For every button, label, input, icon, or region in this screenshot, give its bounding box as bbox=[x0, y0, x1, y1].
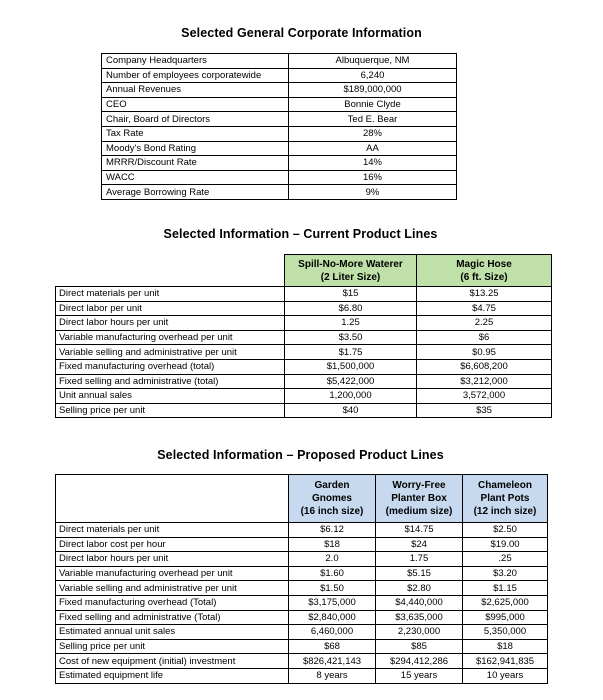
row-label: Selling price per unit bbox=[56, 639, 289, 654]
value-magic-hose: $13.25 bbox=[417, 287, 552, 302]
row-label: Tax Rate bbox=[102, 126, 289, 141]
row-value: Ted E. Bear bbox=[289, 112, 457, 127]
value-chameleon: $3.20 bbox=[463, 566, 548, 581]
current-products-title: Selected Information – Current Product Lines bbox=[163, 227, 438, 241]
row-label: Fixed manufacturing overhead (Total) bbox=[56, 595, 289, 610]
value-worry-free: $5.15 bbox=[376, 566, 463, 581]
table-row bbox=[56, 523, 548, 538]
value-worry-free: $85 bbox=[376, 639, 463, 654]
current-header-line1: Spill-No-More Waterer bbox=[298, 258, 403, 270]
value-spill-no-more: $5,422,000 bbox=[285, 374, 417, 389]
value-chameleon: 10 years bbox=[463, 668, 548, 683]
value-worry-free: 2,230,000 bbox=[376, 625, 463, 640]
row-label: Fixed manufacturing overhead (total) bbox=[56, 359, 285, 374]
value-magic-hose: $3,212,000 bbox=[417, 374, 552, 389]
table-row bbox=[102, 68, 457, 83]
row-label: Variable manufacturing overhead per unit bbox=[56, 566, 289, 581]
value-garden-gnomes: $6.12 bbox=[289, 523, 376, 538]
row-label: Variable selling and administrative per unit bbox=[56, 345, 285, 360]
table-row bbox=[56, 595, 548, 610]
value-worry-free: 1.75 bbox=[376, 552, 463, 567]
row-value: $189,000,000 bbox=[289, 83, 457, 98]
row-label: Estimated equipment life bbox=[56, 668, 289, 683]
current-header-line2: (2 Liter Size) bbox=[320, 271, 381, 283]
table-row bbox=[56, 330, 552, 345]
value-chameleon: 5,350,000 bbox=[463, 625, 548, 640]
table-row bbox=[102, 54, 457, 69]
value-spill-no-more: $1,500,000 bbox=[285, 359, 417, 374]
current-header-blank bbox=[56, 255, 285, 287]
row-value: 14% bbox=[289, 156, 457, 171]
table-row bbox=[56, 345, 552, 360]
current-header-line2: (6 ft. Size) bbox=[460, 271, 508, 283]
value-worry-free: $4,440,000 bbox=[376, 595, 463, 610]
row-label: Direct labor per unit bbox=[56, 301, 285, 316]
table-row bbox=[56, 301, 552, 316]
proposed-products-table bbox=[55, 474, 548, 684]
value-worry-free: $2.80 bbox=[376, 581, 463, 596]
general-info-table bbox=[101, 53, 457, 200]
table-row bbox=[56, 537, 548, 552]
proposed-header-line1: Chameleon bbox=[478, 480, 532, 491]
table-row bbox=[56, 625, 548, 640]
value-chameleon: $162,941,835 bbox=[463, 654, 548, 669]
value-magic-hose: 3,572,000 bbox=[417, 389, 552, 404]
value-magic-hose: 2.25 bbox=[417, 316, 552, 331]
table-row bbox=[102, 97, 457, 112]
value-chameleon: $2.50 bbox=[463, 523, 548, 538]
table-row bbox=[56, 581, 548, 596]
value-spill-no-more: $3.50 bbox=[285, 330, 417, 345]
value-spill-no-more: $40 bbox=[285, 403, 417, 418]
value-chameleon: .25 bbox=[463, 552, 548, 567]
value-garden-gnomes: $18 bbox=[289, 537, 376, 552]
row-label: Company Headquarters bbox=[102, 54, 289, 69]
row-label: Estimated annual unit sales bbox=[56, 625, 289, 640]
proposed-header-line2: Plant Pots bbox=[480, 493, 530, 504]
table-row bbox=[56, 668, 548, 683]
value-worry-free: $3,635,000 bbox=[376, 610, 463, 625]
value-spill-no-more: $1.75 bbox=[285, 345, 417, 360]
row-label: Chair, Board of Directors bbox=[102, 112, 289, 127]
value-spill-no-more: $6.80 bbox=[285, 301, 417, 316]
proposed-header-line3: (medium size) bbox=[385, 506, 453, 517]
table-row bbox=[56, 654, 548, 669]
value-worry-free: $24 bbox=[376, 537, 463, 552]
value-garden-gnomes: $68 bbox=[289, 639, 376, 654]
row-label: Annual Revenues bbox=[102, 83, 289, 98]
value-garden-gnomes: 8 years bbox=[289, 668, 376, 683]
value-magic-hose: $4.75 bbox=[417, 301, 552, 316]
value-spill-no-more: $15 bbox=[285, 287, 417, 302]
value-garden-gnomes: 6,460,000 bbox=[289, 625, 376, 640]
row-label: Direct labor hours per unit bbox=[56, 316, 285, 331]
value-garden-gnomes: $1.60 bbox=[289, 566, 376, 581]
proposed-header-worry-free bbox=[376, 475, 463, 523]
row-label: Direct materials per unit bbox=[56, 287, 285, 302]
value-magic-hose: $6,608,200 bbox=[417, 359, 552, 374]
value-garden-gnomes: $2,840,000 bbox=[289, 610, 376, 625]
value-spill-no-more: 1,200,000 bbox=[285, 389, 417, 404]
row-label: WACC bbox=[102, 170, 289, 185]
value-chameleon: $18 bbox=[463, 639, 548, 654]
table-row bbox=[102, 170, 457, 185]
table-row bbox=[56, 639, 548, 654]
proposed-header-line3: (12 inch size) bbox=[473, 506, 537, 517]
proposed-header-line3: (16 inch size) bbox=[300, 506, 364, 517]
table-row bbox=[102, 112, 457, 127]
row-label: Cost of new equipment (initial) investment bbox=[56, 654, 289, 669]
general-info-title: Selected General Corporate Information bbox=[181, 26, 422, 40]
row-value: AA bbox=[289, 141, 457, 156]
table-row bbox=[56, 552, 548, 567]
row-label: Direct materials per unit bbox=[56, 523, 289, 538]
row-value: 28% bbox=[289, 126, 457, 141]
proposed-header-garden-gnomes bbox=[289, 475, 376, 523]
row-label: Average Borrowing Rate bbox=[102, 185, 289, 200]
table-row bbox=[56, 374, 552, 389]
row-label: Variable selling and administrative per unit bbox=[56, 581, 289, 596]
table-row bbox=[102, 141, 457, 156]
current-header-line1: Magic Hose bbox=[456, 258, 512, 270]
table-row bbox=[56, 389, 552, 404]
table-row bbox=[56, 403, 552, 418]
row-label: Moody's Bond Rating bbox=[102, 141, 289, 156]
proposed-header-line1: Garden bbox=[314, 480, 350, 491]
row-label: Selling price per unit bbox=[56, 403, 285, 418]
proposed-header-blank bbox=[56, 475, 289, 523]
value-magic-hose: $35 bbox=[417, 403, 552, 418]
table-row bbox=[56, 610, 548, 625]
row-label: Number of employees corporatewide bbox=[102, 68, 289, 83]
proposed-header-line1: Worry-Free bbox=[392, 480, 446, 491]
table-row bbox=[102, 185, 457, 200]
value-worry-free: $294,412,286 bbox=[376, 654, 463, 669]
value-chameleon: $1.15 bbox=[463, 581, 548, 596]
row-label: Fixed selling and administrative (total) bbox=[56, 374, 285, 389]
row-value: 9% bbox=[289, 185, 457, 200]
current-header-spill-no-more bbox=[285, 255, 417, 287]
table-row bbox=[102, 83, 457, 98]
table-row bbox=[102, 126, 457, 141]
row-label: MRRR/Discount Rate bbox=[102, 156, 289, 171]
table-row bbox=[102, 156, 457, 171]
current-products-table bbox=[55, 254, 552, 418]
table-row bbox=[56, 359, 552, 374]
table-row bbox=[56, 287, 552, 302]
value-chameleon: $2,625,000 bbox=[463, 595, 548, 610]
value-magic-hose: $6 bbox=[417, 330, 552, 345]
row-label: Unit annual sales bbox=[56, 389, 285, 404]
value-garden-gnomes: $1.50 bbox=[289, 581, 376, 596]
row-value: Albuquerque, NM bbox=[289, 54, 457, 69]
proposed-header-line2: Gnomes bbox=[311, 493, 352, 504]
value-magic-hose: $0.95 bbox=[417, 345, 552, 360]
row-label: Variable manufacturing overhead per unit bbox=[56, 330, 285, 345]
value-worry-free: 15 years bbox=[376, 668, 463, 683]
proposed-products-title: Selected Information – Proposed Product Lines bbox=[157, 448, 444, 462]
proposed-header-chameleon bbox=[463, 475, 548, 523]
row-value: 16% bbox=[289, 170, 457, 185]
row-label: Direct labor cost per hour bbox=[56, 537, 289, 552]
table-row bbox=[56, 566, 548, 581]
value-worry-free: $14.75 bbox=[376, 523, 463, 538]
value-garden-gnomes: 2.0 bbox=[289, 552, 376, 567]
current-header-magic-hose bbox=[417, 255, 552, 287]
value-garden-gnomes: $826,421,143 bbox=[289, 654, 376, 669]
row-label: CEO bbox=[102, 97, 289, 112]
value-garden-gnomes: $3,175,000 bbox=[289, 595, 376, 610]
row-value: Bonnie Clyde bbox=[289, 97, 457, 112]
row-value: 6,240 bbox=[289, 68, 457, 83]
proposed-header-line2: Planter Box bbox=[391, 493, 447, 504]
value-chameleon: $995,000 bbox=[463, 610, 548, 625]
value-spill-no-more: 1.25 bbox=[285, 316, 417, 331]
table-row bbox=[56, 316, 552, 331]
row-label: Fixed selling and administrative (Total) bbox=[56, 610, 289, 625]
row-label: Direct labor hours per unit bbox=[56, 552, 289, 567]
value-chameleon: $19.00 bbox=[463, 537, 548, 552]
